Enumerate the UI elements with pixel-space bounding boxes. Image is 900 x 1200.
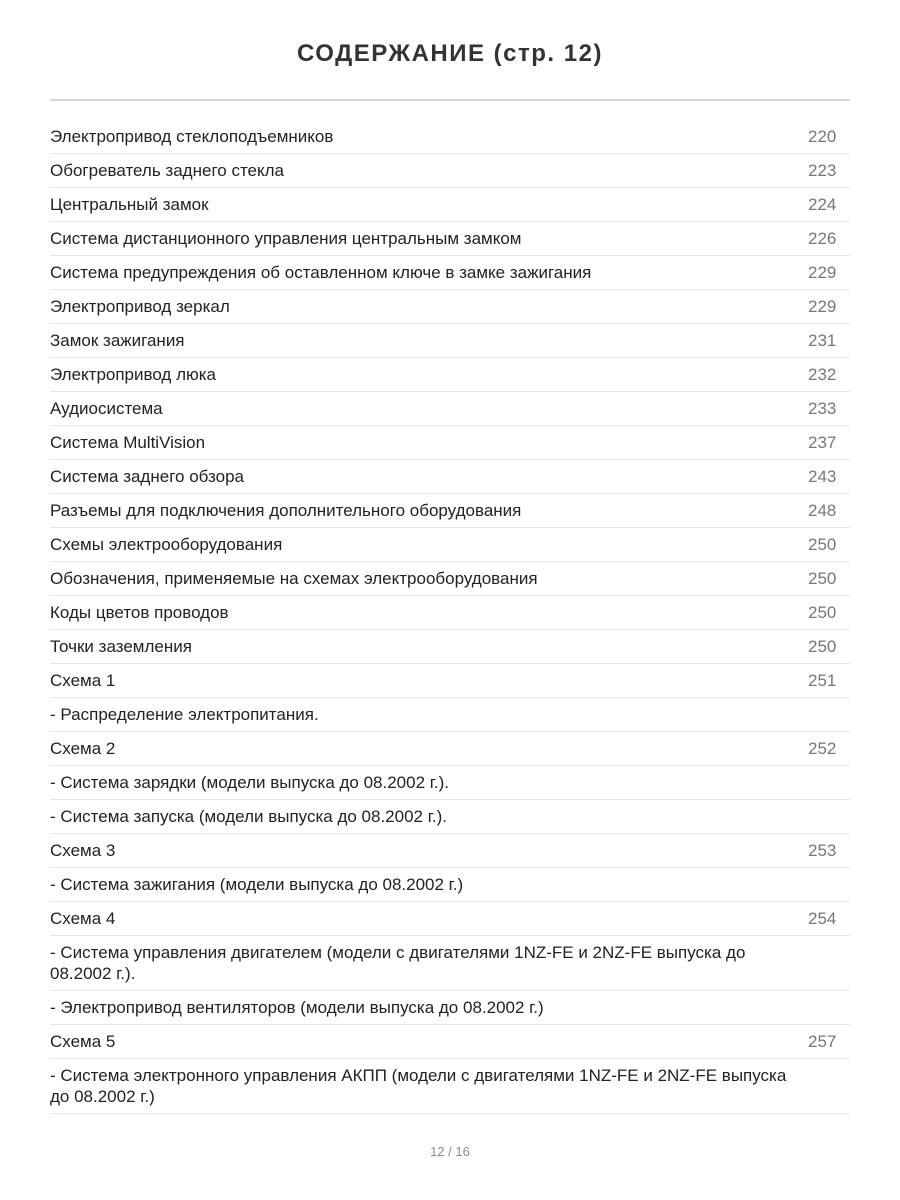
toc-entry-page: 250: [808, 569, 837, 588]
toc-entry-page: 229: [808, 263, 837, 282]
toc-entry-title: - Электропривод вентиляторов (модели выпуска до 08.2002 г.): [50, 998, 544, 1017]
toc-entry-page: 253: [808, 841, 837, 860]
toc-entry[interactable]: [50, 392, 850, 426]
toc-entry[interactable]: [50, 324, 850, 358]
toc-entry-title: - Распределение электропитания.: [50, 705, 319, 724]
toc-entry-page: 220: [808, 127, 837, 146]
toc-entry[interactable]: [50, 800, 850, 834]
toc-entry-title: Замок зажигания: [50, 331, 185, 350]
toc-entry[interactable]: [50, 120, 850, 154]
toc-entry[interactable]: [50, 596, 850, 630]
toc-entry[interactable]: [50, 991, 850, 1025]
toc-entry-page: 232: [808, 365, 837, 384]
toc-entry[interactable]: [50, 664, 850, 698]
toc-entry-page: 243: [808, 467, 837, 486]
toc-entry-page: 233: [808, 399, 837, 418]
toc-entry-page: 223: [808, 161, 837, 180]
toc-entry[interactable]: [50, 868, 850, 902]
toc-entry-title: Схема 1: [50, 671, 116, 690]
toc-entry-title: Система заднего обзора: [50, 467, 244, 486]
toc-entry[interactable]: [50, 222, 850, 256]
toc-entry-title: Электропривод люка: [50, 365, 217, 384]
toc-entry-title: - Система управления двигателем (модели с двигателями 1NZ-FE и 2NZ-FE выпуска до 08.2002 г.).: [50, 943, 746, 983]
toc-entry[interactable]: [50, 154, 850, 188]
toc-entry-page: 248: [808, 501, 837, 520]
toc-entry-title: Схема 3: [50, 841, 116, 860]
toc-entry[interactable]: [50, 562, 850, 596]
toc-entry-title: Схема 4: [50, 909, 116, 928]
toc-entry-page: 250: [808, 535, 837, 554]
title-divider: [50, 99, 850, 101]
toc-entry[interactable]: [50, 494, 850, 528]
toc-entry-page: 237: [808, 433, 837, 452]
toc-entry[interactable]: [50, 834, 850, 868]
toc-entry-title: Система MultiVision: [50, 433, 206, 452]
toc-entry-page: 254: [808, 909, 837, 928]
toc-entry[interactable]: [50, 290, 850, 324]
toc-entry-title: Электропривод стеклоподъемников: [50, 127, 334, 146]
toc-entry[interactable]: [50, 256, 850, 290]
page-title: СОДЕРЖАНИЕ (стр. 12): [297, 40, 603, 67]
toc-entry[interactable]: [50, 188, 850, 222]
toc-entry[interactable]: [50, 528, 850, 562]
toc-entry-page: 224: [808, 195, 837, 214]
toc-entry[interactable]: [50, 460, 850, 494]
toc-entry[interactable]: [50, 698, 850, 732]
toc-entry-title: - Система запуска (модели выпуска до 08.2002 г.).: [50, 807, 447, 826]
toc-entry-title: Электропривод зеркал: [50, 297, 230, 316]
toc-entry[interactable]: [50, 902, 850, 936]
toc-entry[interactable]: [50, 1025, 850, 1059]
toc-entry-page: 250: [808, 603, 837, 622]
toc-entry-title: Схемы электрооборудования: [50, 535, 283, 554]
toc-entry[interactable]: [50, 1059, 850, 1114]
toc-entry[interactable]: [50, 358, 850, 392]
page-indicator: 12 / 16: [430, 1144, 470, 1159]
toc-entry-title: Схема 2: [50, 739, 116, 758]
toc-entry-title: Разъемы для подключения дополнительного оборудования: [50, 501, 522, 520]
toc-entry-title: Центральный замок: [50, 195, 209, 214]
toc-entry-page: 251: [808, 671, 837, 690]
toc-entry-page: 231: [808, 331, 837, 350]
table-of-contents: [50, 120, 850, 1114]
toc-entry-page: 252: [808, 739, 837, 758]
toc-entry-title: Система предупреждения об оставленном ключе в замке зажигания: [50, 263, 592, 282]
toc-entry[interactable]: [50, 426, 850, 460]
toc-entry-title: Аудиосистема: [50, 399, 163, 418]
toc-entry-page: 229: [808, 297, 837, 316]
toc-entry[interactable]: [50, 766, 850, 800]
toc-entry-title: - Система зарядки (модели выпуска до 08.2002 г.).: [50, 773, 450, 792]
toc-entry-title: Точки заземления: [50, 637, 192, 656]
toc-entry-title: Схема 5: [50, 1032, 116, 1051]
toc-entry-page: 257: [808, 1032, 837, 1051]
toc-entry[interactable]: [50, 936, 850, 991]
toc-entry-title: - Система зажигания (модели выпуска до 08.2002 г.): [50, 875, 464, 894]
toc-entry[interactable]: [50, 732, 850, 766]
toc-entry-title: Система дистанционного управления центральным замком: [50, 229, 522, 248]
toc-entry-title: Коды цветов проводов: [50, 603, 229, 622]
toc-entry-page: 250: [808, 637, 837, 656]
toc-entry-title: - Система электронного управления АКПП (модели с двигателями 1NZ-FE и 2NZ-FE выпуска до 08.2002 г.): [50, 1066, 787, 1106]
toc-entry[interactable]: [50, 630, 850, 664]
toc-entry-title: Обогреватель заднего стекла: [50, 161, 284, 180]
toc-entry-page: 226: [808, 229, 837, 248]
toc-entry-title: Обозначения, применяемые на схемах электрооборудования: [50, 569, 538, 588]
